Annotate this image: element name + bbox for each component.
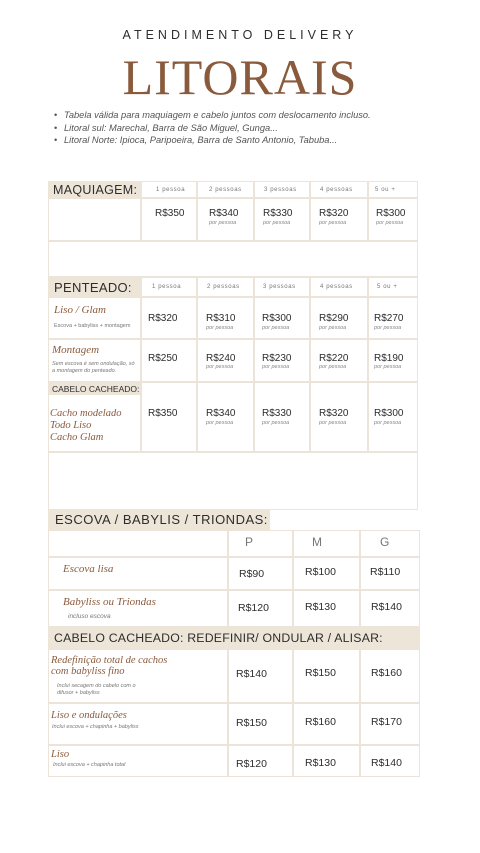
service-note: Inclui secagem do cabelo com o difusor + babyliss bbox=[57, 683, 136, 696]
price: R$320 bbox=[319, 408, 349, 419]
per-person-note: por pessoa bbox=[374, 325, 402, 331]
price: R$320 bbox=[319, 208, 349, 219]
per-person-note: por pessoa bbox=[374, 364, 402, 370]
header-cell bbox=[48, 530, 228, 557]
header-subtitle: ATENDIMENTO DELIVERY bbox=[122, 28, 358, 42]
per-person-note: por pessoa bbox=[319, 420, 347, 426]
col-header: 3 pessoas bbox=[264, 187, 297, 193]
price: R$250 bbox=[148, 353, 178, 364]
price: R$350 bbox=[155, 208, 185, 219]
price: R$330 bbox=[263, 208, 293, 219]
price: R$130 bbox=[305, 757, 336, 769]
price: R$350 bbox=[148, 408, 178, 419]
price: R$340 bbox=[206, 408, 236, 419]
price: R$330 bbox=[262, 408, 292, 419]
per-person-note: por pessoa bbox=[319, 325, 347, 331]
price: R$90 bbox=[239, 568, 265, 580]
price: R$160 bbox=[305, 716, 336, 728]
price: R$230 bbox=[262, 353, 292, 364]
service-name: Liso bbox=[51, 749, 70, 760]
price: R$320 bbox=[148, 313, 178, 324]
per-person-note: por pessoa bbox=[376, 220, 404, 226]
note-item: • Litoral sul: Marechal, Barra de São Miguel, Gunga... bbox=[54, 122, 371, 135]
escova-label: ESCOVA / BABYLIS / TRIONDAS: bbox=[55, 512, 268, 527]
service-note: Inclui escova + chapinha + babyliss bbox=[52, 724, 139, 730]
price: R$340 bbox=[209, 208, 239, 219]
price: R$120 bbox=[236, 758, 267, 770]
service-name: Babyliss ou Triondas bbox=[63, 596, 156, 608]
price: R$220 bbox=[319, 353, 349, 364]
per-person-note: por pessoa bbox=[206, 364, 234, 370]
col-header: 1 pessoa bbox=[156, 187, 186, 193]
price: R$170 bbox=[371, 716, 402, 728]
per-person-note: por pessoa bbox=[262, 325, 290, 331]
price: R$240 bbox=[206, 353, 236, 364]
col-header: 2 pessoas bbox=[209, 187, 242, 193]
per-person-note: por pessoa bbox=[209, 220, 237, 226]
price: R$150 bbox=[305, 667, 336, 679]
cacheado-style: Cacho Glam bbox=[50, 432, 104, 443]
price: R$140 bbox=[371, 601, 402, 613]
row-label-cell bbox=[48, 745, 228, 777]
per-person-note: por pessoa bbox=[206, 420, 234, 426]
cacheado-section-label: CABELO CACHEADO: REDEFINIR/ ONDULAR / ALISAR: bbox=[54, 631, 383, 645]
col-header: 3 pessoas bbox=[263, 284, 296, 290]
note-item: • Litoral Norte: Ipioca, Paripoeira, Barra de Santo Antonio, Tabuba... bbox=[54, 134, 371, 147]
price: R$110 bbox=[370, 566, 401, 578]
cacheado-style: Cacho modelado bbox=[50, 408, 122, 419]
page-title: LITORAIS bbox=[122, 49, 358, 105]
service-name: Escova lisa bbox=[63, 563, 114, 575]
price: R$100 bbox=[305, 566, 336, 578]
maquiagem-label: MAQUIAGEM: bbox=[53, 183, 138, 197]
per-person-note: por pessoa bbox=[319, 220, 347, 226]
size-header: M bbox=[312, 535, 323, 549]
cacheado-label: CABELO CACHEADO: bbox=[52, 384, 140, 394]
price: R$140 bbox=[236, 668, 267, 680]
col-header: 1 pessoa bbox=[152, 284, 182, 290]
per-person-note: por pessoa bbox=[319, 364, 347, 370]
price: R$120 bbox=[238, 602, 269, 614]
service-name: Redefinição total de cachos com babyliss fino bbox=[51, 655, 168, 677]
col-header: 5 ou + bbox=[377, 284, 398, 290]
notes-list bbox=[54, 109, 371, 147]
col-header: 2 pessoas bbox=[207, 284, 240, 290]
price: R$300 bbox=[262, 313, 292, 324]
size-header: G bbox=[380, 535, 391, 549]
per-person-note: por pessoa bbox=[262, 420, 290, 426]
price: R$290 bbox=[319, 313, 349, 324]
penteado-label: PENTEADO: bbox=[54, 280, 132, 295]
per-person-note: por pessoa bbox=[262, 364, 290, 370]
col-header: 4 pessoas bbox=[320, 284, 353, 290]
header-cell bbox=[293, 530, 360, 557]
row-label-cell bbox=[48, 198, 141, 241]
price: R$270 bbox=[374, 313, 404, 324]
per-person-note: por pessoa bbox=[374, 420, 402, 426]
service-name: Montagem bbox=[52, 344, 100, 356]
per-person-note: por pessoa bbox=[263, 220, 291, 226]
service-name: Liso / Glam bbox=[54, 304, 106, 316]
cacheado-style: Todo Liso bbox=[50, 420, 92, 431]
header-cell bbox=[228, 530, 293, 557]
price: R$130 bbox=[305, 601, 336, 613]
service-note: Escova + babyliss + montagem bbox=[54, 323, 131, 329]
price: R$190 bbox=[374, 353, 404, 364]
per-person-note: por pessoa bbox=[206, 325, 234, 331]
spacer-row bbox=[48, 452, 418, 510]
size-header: P bbox=[245, 535, 255, 549]
service-note: Inclui escova + chapinha total bbox=[53, 762, 126, 768]
price: R$310 bbox=[206, 313, 236, 324]
price: R$300 bbox=[376, 208, 406, 219]
price: R$160 bbox=[371, 667, 402, 679]
service-name: Liso e ondulações bbox=[51, 710, 127, 721]
price: R$150 bbox=[236, 717, 267, 729]
service-note: incluso escova bbox=[68, 613, 111, 620]
col-header: 4 pessoas bbox=[320, 187, 353, 193]
service-note: Sem escova é sem ondulação, só a montagem do penteado. bbox=[52, 361, 135, 374]
price-cell bbox=[141, 198, 197, 241]
price: R$300 bbox=[374, 408, 404, 419]
spacer-row bbox=[48, 241, 418, 277]
price: R$140 bbox=[371, 757, 402, 769]
note-item: • Tabela válida para maquiagem e cabelo juntos com deslocamento incluso. bbox=[54, 109, 371, 122]
col-header: 5 ou + bbox=[375, 187, 396, 193]
